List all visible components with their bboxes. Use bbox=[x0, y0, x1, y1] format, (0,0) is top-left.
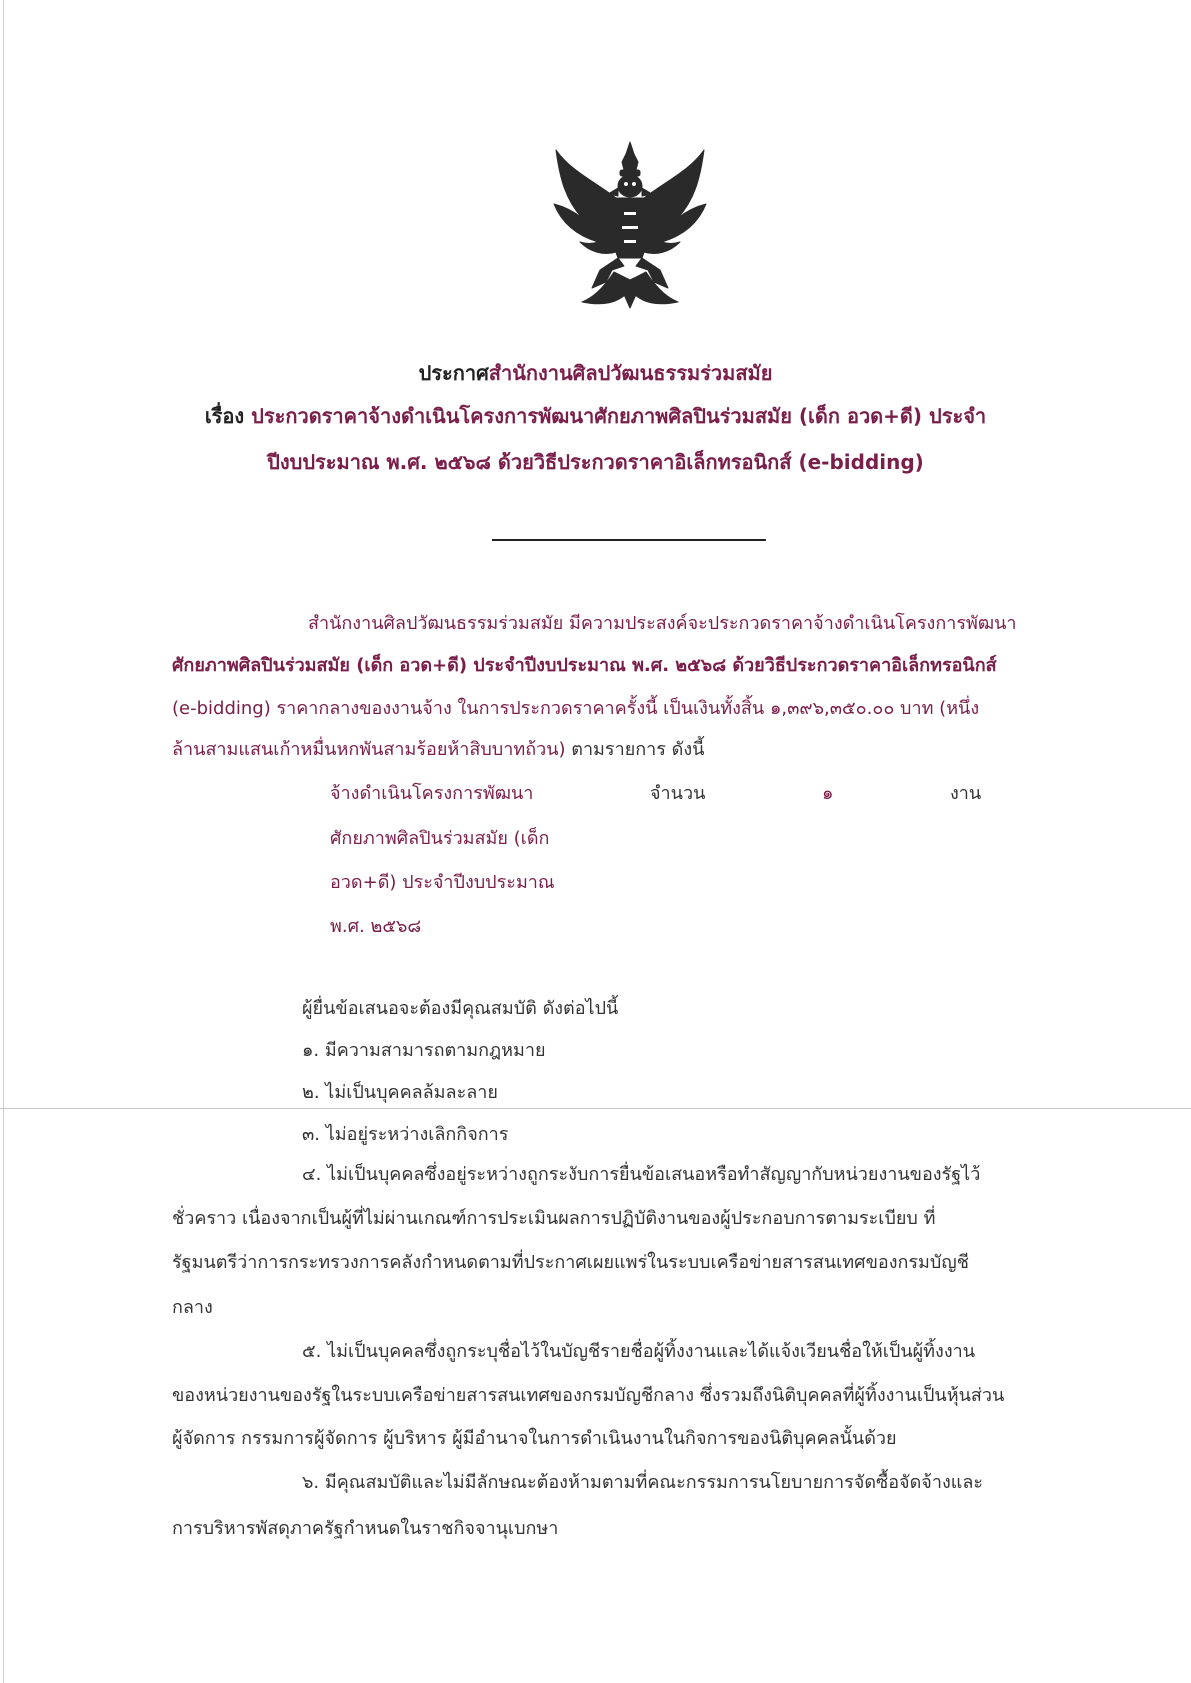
qualification-1: ๑. มีความสามารถตามกฎหมาย bbox=[302, 1040, 546, 1061]
fold-line bbox=[0, 1108, 1191, 1109]
qualification-5-line-1: ๕. ไม่เป็นบุคคลซึ่งถูกระบุชื่อไว้ในบัญชีรายชื่อผู้ทิ้งงานและได้แจ้งเวียนชื่อให้เป็นผู้ทิ้งงาน bbox=[302, 1341, 976, 1362]
qualifications-heading: ผู้ยื่นข้อเสนอจะต้องมีคุณสมบัติ ดังต่อไปนี้ bbox=[302, 998, 619, 1019]
qualification-6-line-2: การบริหารพัสดุภาครัฐกำหนดในราชกิจจานุเบกษา bbox=[172, 1518, 559, 1539]
qualification-4-line-3: รัฐมนตรีว่าการกระทรวงการคลังกำหนดตามที่ประกาศเผยแพร่ในระบบเครือข่ายสารสนเทศของกรมบัญชี bbox=[172, 1252, 969, 1273]
qualification-3: ๓. ไม่อยู่ระหว่างเลิกกิจการ bbox=[302, 1124, 509, 1145]
qualification-4-line-4: กลาง bbox=[172, 1297, 213, 1318]
item-qty-label: จำนวน bbox=[650, 783, 706, 804]
item-desc-line-3: อวด+ดี) ประจำปีงบประมาณ bbox=[330, 872, 555, 893]
subject-line-2: ปีงบประมาณ พ.ศ. ๒๕๖๘ ด้วยวิธีประกวดราคาอิเล็กทรอนิกส์ (e-bidding) bbox=[267, 450, 924, 474]
qualification-2: ๒. ไม่เป็นบุคคลล้มละลาย bbox=[302, 1082, 498, 1103]
intro-line-1: สำนักงานศิลปวัฒนธรรมร่วมสมัย มีความประสงค์จะประกวดราคาจ้างดำเนินโครงการพัฒนา bbox=[308, 613, 1017, 634]
item-unit: งาน bbox=[950, 783, 982, 804]
qualification-5-line-3: ผู้จัดการ กรรมการผู้จัดการ ผู้บริหาร ผู้มีอำนาจในการดำเนินงานในกิจการของนิติบุคคลนั้นด้วย bbox=[172, 1428, 897, 1449]
qualification-4-line-2: ชั่วคราว เนื่องจากเป็นผู้ที่ไม่ผ่านเกณฑ์การประเมินผลการปฏิบัติงานของผู้ประกอบการตามระเบียบ ที่ bbox=[172, 1208, 936, 1229]
subject-line-1: เรื่อง ประกวดราคาจ้างดำเนินโครงการพัฒนาศักยภาพศิลปินร่วมสมัย (เด็ก อวด+ดี) ประจำ bbox=[204, 404, 987, 428]
item-desc-line-1: จ้างดำเนินโครงการพัฒนา bbox=[330, 783, 534, 804]
organization-name: สำนักงานศิลปวัฒนธรรมร่วมสมัย bbox=[488, 361, 773, 385]
item-qty-value: ๑ bbox=[822, 783, 834, 804]
intro-line-4: ล้านสามแสนเก้าหมื่นหกพันสามร้อยห้าสิบบาทถ้วน) ตามรายการ ดังนี้ bbox=[172, 739, 705, 760]
garuda-emblem-icon bbox=[552, 140, 708, 310]
intro-line-2: ศักยภาพศิลปินร่วมสมัย (เด็ก อวด+ดี) ประจำปีงบประมาณ พ.ศ. ๒๕๖๘ ด้วยวิธีประกวดราคาอิเล็กทรอนิกส์ bbox=[172, 655, 997, 676]
title-divider bbox=[492, 539, 766, 541]
qualification-4-line-1: ๔. ไม่เป็นบุคคลซึ่งอยู่ระหว่างถูกระงับการยื่นข้อเสนอหรือทำสัญญากับหน่วยงานของรัฐไว้ bbox=[302, 1164, 981, 1185]
scan-edge bbox=[3, 0, 4, 1683]
announcement-title: ประกาศสำนักงานศิลปวัฒนธรรมร่วมสมัย bbox=[418, 361, 773, 385]
qualification-6-line-1: ๖. มีคุณสมบัติและไม่มีลักษณะต้องห้ามตามที่คณะกรรมการนโยบายการจัดซื้อจัดจ้างและ bbox=[302, 1472, 984, 1493]
item-desc-line-4: พ.ศ. ๒๕๖๘ bbox=[330, 916, 422, 937]
qualification-5-line-2: ของหน่วยงานของรัฐในระบบเครือข่ายสารสนเทศของกรมบัญชีกลาง ซึ่งรวมถึงนิติบุคคลที่ผู้ทิ้งงานเป็นหุ้นส่วน bbox=[172, 1385, 1005, 1406]
item-desc-line-2: ศักยภาพศิลปินร่วมสมัย (เด็ก bbox=[330, 828, 550, 849]
intro-line-3: (e-bidding) ราคากลางของงานจ้าง ในการประกวดราคาครั้งนี้ เป็นเงินทั้งสิ้น ๑,๓๙๖,๓๕๐.๐๐ บาท (หนึ่ง bbox=[172, 698, 980, 719]
